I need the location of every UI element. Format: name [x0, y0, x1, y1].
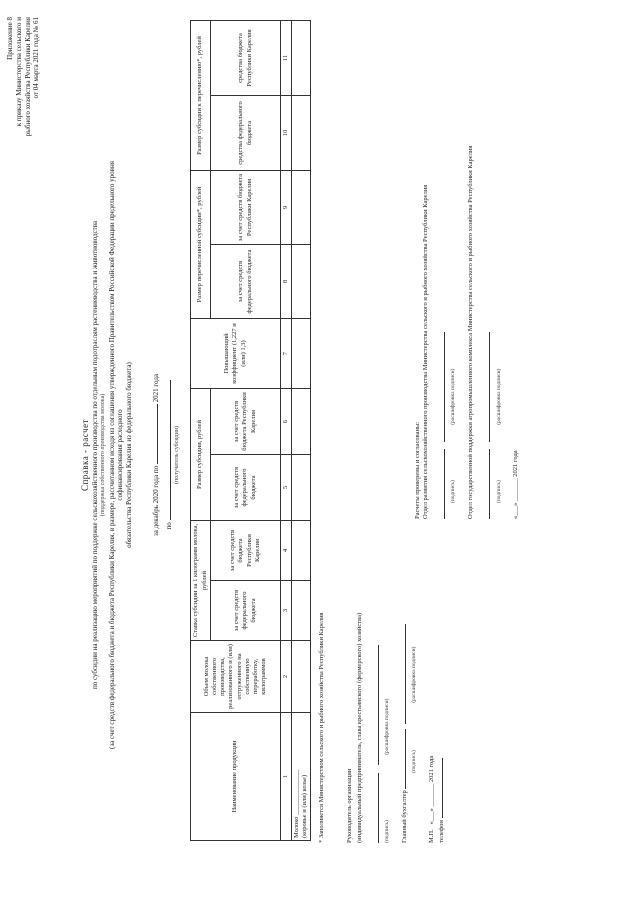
stamp-row: [428, 543, 436, 843]
dept-support: Отдел государственной поддержки агропромышленного комплекса Министерства сельского и рыбного хозяйства Республики Карелия: [467, 145, 475, 519]
accountant-label: Главный бухгалтер: [401, 790, 409, 843]
col-number: 2: [281, 641, 292, 713]
head-sign-captions: [384, 543, 391, 843]
volume-cell[interactable]: [292, 641, 311, 713]
col-number: 5: [281, 455, 292, 521]
rate-fed-cell[interactable]: [292, 581, 311, 641]
head-decode-line[interactable]: [378, 645, 379, 765]
product-name: Молоко ______________: [293, 769, 301, 838]
header-amount-fed: за счет средств федерального бюджета: [211, 455, 281, 521]
ministry-approval: [414, 145, 521, 519]
head-subtitle: (индивидуальный предприниматель, глава крестьянского (фермерского) хозяйства): [356, 612, 364, 843]
dept-support-sign-caption: (подпись): [495, 480, 502, 503]
recipient-to: по: [164, 522, 173, 530]
accountant-row: [401, 543, 409, 843]
transferred-fed-cell[interactable]: [292, 245, 311, 319]
header-transferred-reg: за счет средств бюджета Республики Карелия: [211, 171, 281, 245]
period-prefix: за декабрь 2020 года по: [152, 465, 160, 537]
approval-line-3: рыбного хозяйства Республики Карелия: [23, 17, 32, 137]
header-coefficient: Повышающий коэффициент (1,227 и (или) 1,3): [191, 319, 281, 389]
approval-line-4: от 04 марта 2021 года № 61: [32, 17, 41, 99]
header-rate-fed: за счет средств федерального бюджета: [211, 581, 281, 641]
head-sign-row: [374, 543, 382, 843]
head-sign-caption: (подпись): [384, 820, 391, 843]
header-amount-reg: за счет средств бюджета Республики Карелия: [211, 389, 281, 455]
col-number: 7: [281, 319, 292, 389]
transferred-reg-cell[interactable]: [292, 171, 311, 245]
amount-reg-cell[interactable]: [292, 389, 311, 455]
recipient-hint: (получатель субсидии): [173, 425, 180, 485]
phone-label: телефон: [438, 820, 446, 843]
dept-production-decode-caption: (расшифровка подписи): [450, 368, 457, 425]
accountant-decode-caption: (расшифровка подписи): [411, 646, 418, 703]
accountant-captions: [411, 543, 418, 843]
product-type: (коровье и (или) козье): [301, 774, 309, 838]
dept-production: Отдел развития сельскохозяйственного производства Министерства сельского и рыбного хозяйства Республики Карелия: [422, 184, 430, 519]
accountant-signature-line[interactable]: [405, 729, 406, 789]
header-volume: Объем молока собственного производства, реализованного и (или) отгруженного на собственную переработку, килограммов: [191, 641, 281, 713]
footnote: * Заполняется Министерством сельского и рыбного хозяйства Республики Карелия: [318, 612, 325, 843]
table-row: [292, 21, 311, 841]
head-decode-caption: (расшифровка подписи): [384, 698, 391, 755]
period-line: [152, 155, 181, 755]
to-transfer-fed-cell[interactable]: [292, 96, 311, 171]
approval-line-2: к приказу Министерства сельского и: [14, 17, 23, 127]
head-signature-line[interactable]: [378, 773, 379, 843]
phone-row: [438, 543, 446, 843]
title-source: (за счет средств федерального бюджета и бюджета Республики Карелия, в размере, рассчитанном исходя из соглашения утвержденного Правительством Российской Федерации предельного уровня софинансирования расходного: [107, 161, 125, 749]
col-number: 1: [281, 713, 292, 841]
ministry-date: «___» _______ 2021 года: [512, 450, 520, 519]
calculation-table: [190, 20, 311, 841]
title-source-end: обязательства Республики Карелия из федерального бюджета): [125, 362, 133, 548]
col-number: 3: [281, 581, 292, 641]
recipient-blank[interactable]: [170, 381, 171, 521]
col-number: 11: [281, 21, 292, 96]
accountant-sign-caption: (подпись): [411, 750, 418, 773]
header-to-transfer-fed: средства федерального бюджета: [211, 96, 281, 171]
title-hint: (поддержка собственного производства молока): [100, 393, 106, 517]
dept-production-captions: [450, 179, 457, 519]
dept-production-sign: [440, 179, 448, 519]
head-title: Руководитель организации: [346, 768, 353, 843]
dept-production-sign-caption: (подпись): [450, 480, 457, 503]
header-rate: Ставка субсидии за 1 килограмм молока, рублей: [191, 521, 211, 641]
approval-line-1: Приложение 8: [6, 17, 14, 60]
dept-support-decode-caption: (расшифровка подписи): [495, 368, 502, 425]
phone-line[interactable]: [442, 759, 443, 819]
column-numbers-row: [281, 21, 292, 841]
header-product: Наименование продукции: [191, 713, 281, 841]
amount-fed-cell[interactable]: [292, 455, 311, 521]
header-to-transfer: Размер субсидии к перечислению*, рублей: [191, 21, 211, 171]
dept-support-decode-line[interactable]: [489, 333, 490, 443]
product-cell: [292, 713, 311, 841]
col-number: 10: [281, 96, 292, 171]
header-amount: Размер субсидии, рублей: [191, 389, 211, 521]
dept-support-signature-line[interactable]: [489, 449, 490, 519]
rate-reg-cell[interactable]: [292, 521, 311, 581]
applicant-signatures: [344, 543, 447, 843]
col-number: 8: [281, 245, 292, 319]
header-transferred: Размер перечисленной субсидии*, рублей: [191, 171, 211, 319]
header-transferred-fed: за счет средств федерального бюджета: [211, 245, 281, 319]
dept-support-captions: [496, 179, 503, 519]
dept-support-sign: [485, 179, 493, 519]
approval-stamp: [6, 17, 41, 177]
applicant-date: «___» _______ 2021 года: [428, 755, 436, 825]
period-suffix: 2021 года: [152, 373, 160, 403]
header-rate-reg: за счет средств бюджета Республики Карелия: [211, 521, 281, 581]
header-to-transfer-reg: средства бюджета Республики Карелия: [211, 21, 281, 96]
to-transfer-reg-cell[interactable]: [292, 21, 311, 96]
col-number: 4: [281, 521, 292, 581]
document-title: [80, 155, 134, 755]
title-main: Справка - расчет: [80, 418, 90, 492]
coefficient-cell[interactable]: [292, 319, 311, 389]
mp-label: М.П.: [428, 829, 436, 843]
checked-label: Расчеты проверены и согласованы:: [414, 421, 421, 519]
accountant-decode-line[interactable]: [405, 624, 406, 724]
dept-production-signature-line[interactable]: [444, 449, 445, 519]
period-blank[interactable]: [157, 404, 158, 464]
col-number: 6: [281, 389, 292, 455]
col-number: 9: [281, 171, 292, 245]
title-subject: по субсидии на реализацию мероприятий по поддержке сельскохозяйственного производства по отдельным подотраслям растениеводства и животноводства: [91, 220, 100, 690]
dept-production-decode-line[interactable]: [444, 333, 445, 443]
